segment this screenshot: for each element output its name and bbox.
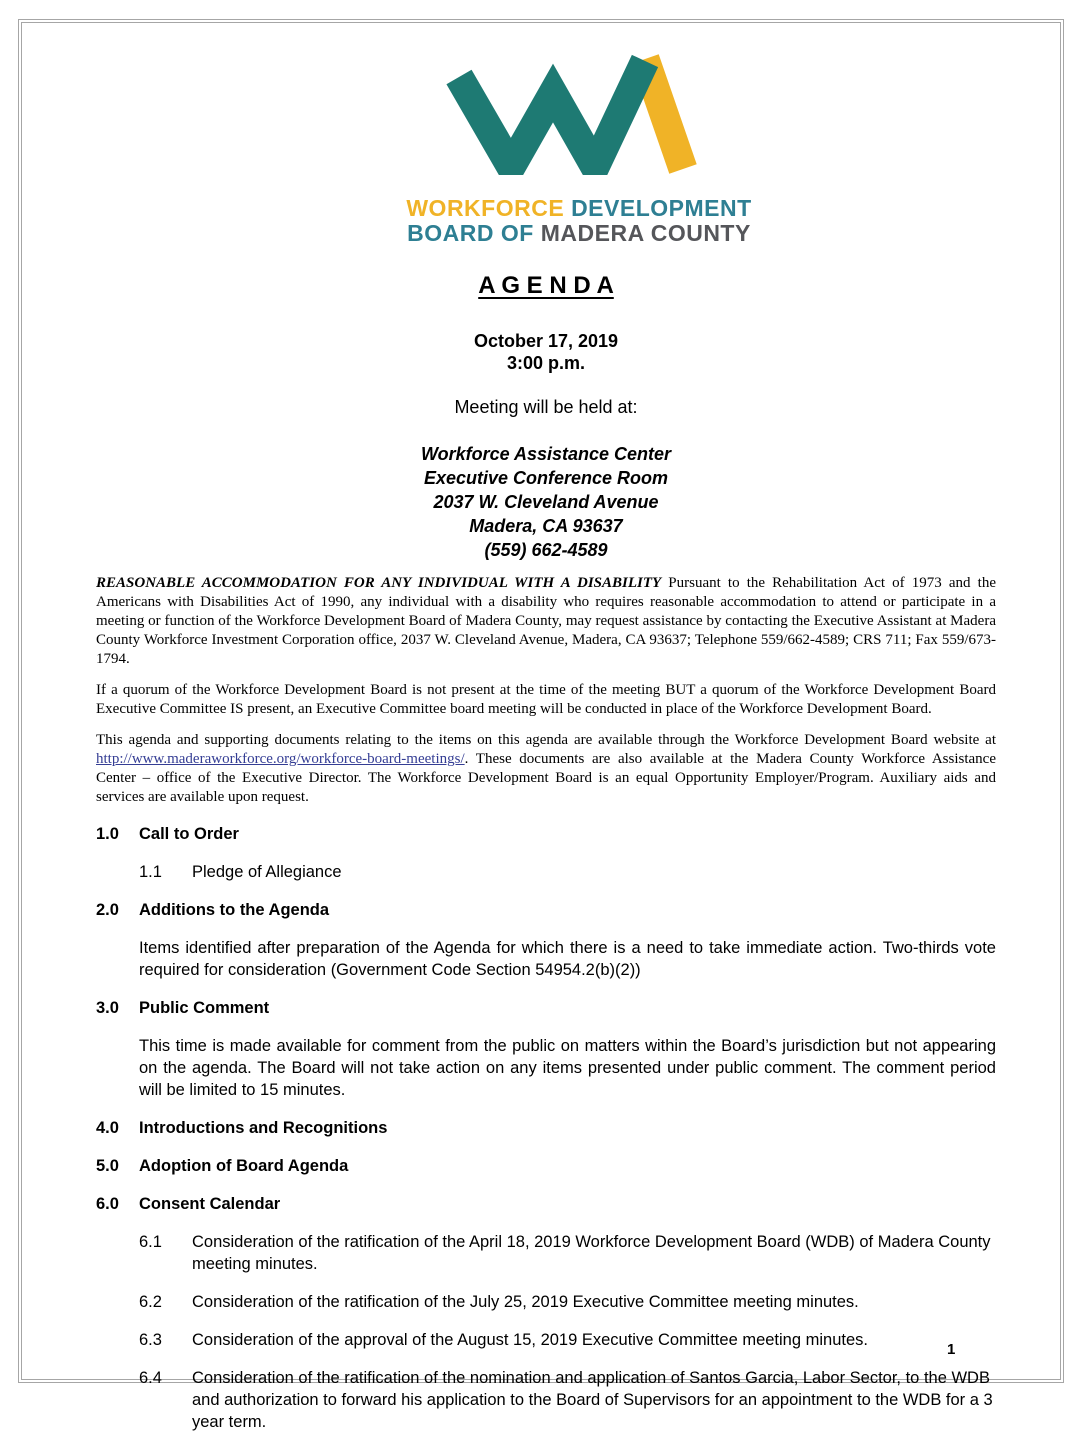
agenda-subitem-number: 6.2 <box>139 1293 162 1311</box>
agenda-item-number: 5.0 <box>96 1157 119 1175</box>
agenda-item-number: 1.0 <box>96 825 119 843</box>
agenda-item-title: Introductions and Recognitions <box>139 1119 388 1137</box>
page-number: 1 <box>947 1341 956 1358</box>
venue-name: Workforce Assistance Center <box>420 444 672 464</box>
quorum-notice: If a quorum of the Workforce Development Board is not present at the time of the meeting BUT a quorum of the Workforce Development Board Executive Committee IS present, an Executive Committee board meeting will be conducted in place of the Workforce Development Board. <box>96 682 996 717</box>
venue-city: Madera, CA 93637 <box>469 516 623 536</box>
agenda-item-title: Consent Calendar <box>139 1195 281 1213</box>
accommodation-notice-body: Pursuant to the Rehabilitation Act of 1973 and the Americans with Disabilities Act of 1990, any individual with a disability who requires reasonable accommodation to attend or participate in a meeting or function of the Workforce Development Board of Madera County, may request assistance by contacting the Executive Assistant at Madera County Workforce Investment Corporation office, 2037 W. Cleveland Avenue, Madera, CA 93637; Telephone 559/662-4589; CRS 711; Fax 559/673-1794. <box>96 575 996 667</box>
agenda-subitem-6-1 <box>139 1231 996 1275</box>
logo-teal-w <box>459 61 645 167</box>
meeting-time: 3:00 p.m. <box>506 353 586 373</box>
meeting-date: October 17, 2019 <box>473 331 619 351</box>
page-title-text: A G E N D A <box>478 272 614 299</box>
agenda-item-number: 4.0 <box>96 1119 119 1137</box>
agenda-item-3-0 <box>96 997 996 1019</box>
logo-text-madera-county: MADERA COUNTY <box>540 220 751 246</box>
wdb-logo-mark-icon <box>443 53 715 175</box>
venue-address <box>96 442 996 562</box>
availability-notice-pre: This agenda and supporting documents relating to the items on this agenda are available through the Workforce Development Board website at <box>96 732 996 748</box>
agenda-subitem-number: 1.1 <box>139 863 162 881</box>
logo-text-board-of: BOARD OF <box>407 220 534 246</box>
agenda-item-number: 3.0 <box>96 999 119 1017</box>
meeting-location-intro: Meeting will be held at: <box>454 397 638 417</box>
agenda-subitem-text: Pledge of Allegiance <box>192 863 342 881</box>
agenda-subitem-text: Consideration of the ratification of the July 25, 2019 Executive Committee meeting minutes. <box>192 1293 859 1311</box>
document-content <box>96 23 996 1433</box>
venue-street: 2037 W. Cleveland Avenue <box>433 492 659 512</box>
page-title <box>96 272 996 300</box>
accommodation-notice-lead: REASONABLE ACCOMMODATION FOR ANY INDIVIDUAL WITH A DISABILITY <box>96 575 662 591</box>
agenda-item-6-0 <box>96 1193 996 1215</box>
agenda-subitem-text: Consideration of the approval of the August 15, 2019 Executive Committee meeting minutes. <box>192 1331 868 1349</box>
venue-room: Executive Conference Room <box>423 468 669 488</box>
document-page <box>21 22 1061 1431</box>
agenda-item-number: 6.0 <box>96 1195 119 1213</box>
agenda-item-5-0 <box>96 1155 996 1177</box>
agenda-item-3-0-body: This time is made available for comment from the public on matters within the Board’s jurisdiction but not appearing on the agenda. The Board will not take action on any items presented under public comment. The comment period will be limited to 15 minutes. <box>139 1037 996 1099</box>
agenda-subitem-6-3 <box>139 1329 996 1351</box>
logo-text-development: DEVELOPMENT <box>571 195 752 221</box>
agenda-subitem-6-4 <box>139 1367 996 1433</box>
accommodation-notice <box>96 574 996 669</box>
agenda-subitem-text: Consideration of the ratification of the nomination and application of Santos Garcia, Labor Sector, to the WDB and authorization to forward his application to the Board of Supervisors for an appointment to the WDB for a 3 year term. <box>192 1369 993 1431</box>
agenda-subitem-number: 6.3 <box>139 1331 162 1349</box>
meeting-datetime <box>96 330 996 374</box>
logo <box>129 53 1029 246</box>
agenda-item-4-0 <box>96 1117 996 1139</box>
agenda-item-title: Additions to the Agenda <box>139 901 330 919</box>
agenda-subitem-6-2 <box>139 1291 996 1313</box>
workforce-board-meetings-link[interactable]: http://www.maderaworkforce.org/workforce-board-meetings/ <box>96 751 465 767</box>
agenda-subitem-1-1 <box>139 861 996 883</box>
agenda-list <box>96 823 996 1433</box>
logo-wordmark-line2 <box>129 221 1029 246</box>
agenda-item-title: Call to Order <box>139 825 239 843</box>
venue-phone: (559) 662-4589 <box>484 540 608 560</box>
agenda-item-2-0-body: Items identified after preparation of the Agenda for which there is a need to take immediate action. Two-thirds vote required for consideration (Government Code Section 54954.2(b)(2)) <box>139 939 996 979</box>
logo-text-workforce: WORKFORCE <box>406 195 565 221</box>
agenda-item-2-0 <box>96 899 996 921</box>
agenda-subitem-number: 6.4 <box>139 1369 162 1387</box>
agenda-subitem-number: 6.1 <box>139 1233 162 1251</box>
agenda-item-title: Public Comment <box>139 999 270 1017</box>
availability-notice <box>96 731 996 807</box>
agenda-subitem-text: Consideration of the ratification of the April 18, 2019 Workforce Development Board (WDB) of Madera County meeting minutes. <box>192 1233 991 1273</box>
agenda-item-title: Adoption of Board Agenda <box>139 1157 349 1175</box>
availability-notice-post: . These documents are also available at the Madera County Workforce Assistance Center – office of the Executive Director. The Workforce Development Board is an equal Opportunity Employer/Program. Auxiliary aids and services are available upon request. <box>96 751 996 805</box>
logo-wordmark <box>129 196 1029 246</box>
agenda-item-1-0 <box>96 823 996 845</box>
agenda-item-number: 2.0 <box>96 901 119 919</box>
logo-wordmark-line1 <box>129 196 1029 221</box>
